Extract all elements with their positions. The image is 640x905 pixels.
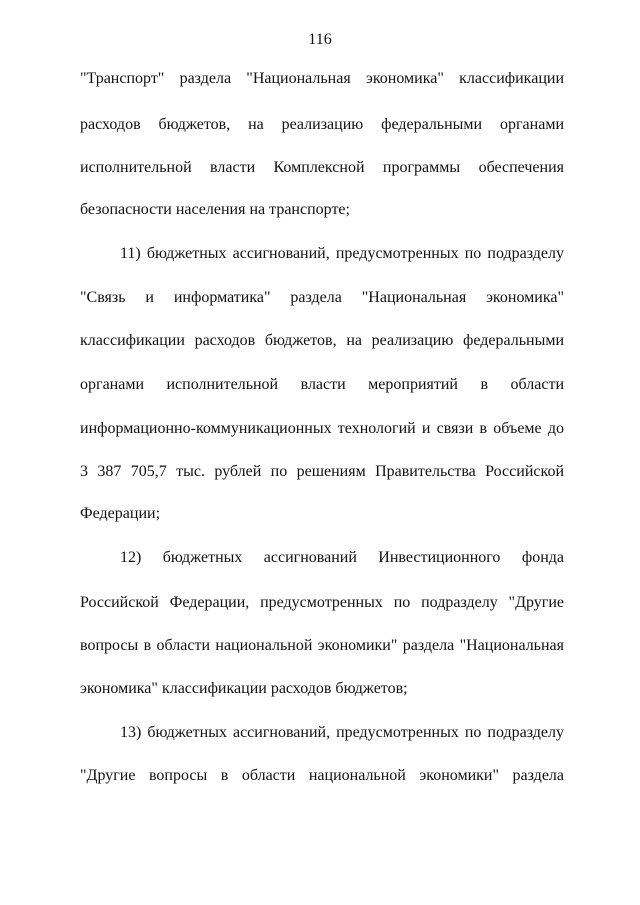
- text-line: 3 387 705,7 тыс. рублей по решениям Правительства Российской: [80, 463, 564, 480]
- text-line: "Другие вопросы в области национальной экономики" раздела: [80, 767, 564, 784]
- text-line: классификации расходов бюджетов, на реализацию федеральными: [80, 332, 564, 349]
- text-line: "Связь и информатика" раздела "Национальная экономика": [80, 289, 564, 306]
- text-line: исполнительной власти Комплексной программы обеспечения: [80, 159, 564, 176]
- text-line: "Транспорт" раздела "Национальная экономика" классификации: [80, 70, 564, 87]
- text-line: безопасности населения на транспорте;: [80, 201, 350, 218]
- text-line: Российской Федерации, предусмотренных по подразделу "Другие: [80, 594, 564, 611]
- text-line-paragraph-start: 13) бюджетных ассигнований, предусмотренных по подразделу: [120, 724, 564, 741]
- page-number: 116: [308, 31, 332, 48]
- text-line-paragraph-start: 12) бюджетных ассигнований Инвестиционного фонда: [120, 549, 564, 566]
- text-line: вопросы в области национальной экономики" раздела "Национальная: [80, 637, 564, 654]
- text-line: информационно-коммуникационных технологий и связи в объеме до: [80, 420, 564, 437]
- text-line-paragraph-start: 11) бюджетных ассигнований, предусмотренных по подразделу: [120, 245, 564, 262]
- text-line: Федерации;: [80, 505, 161, 522]
- text-line: экономика" классификации расходов бюджетов;: [80, 680, 408, 697]
- text-line: расходов бюджетов, на реализацию федеральными органами: [80, 116, 564, 133]
- text-line: органами исполнительной власти мероприятий в области: [80, 376, 564, 393]
